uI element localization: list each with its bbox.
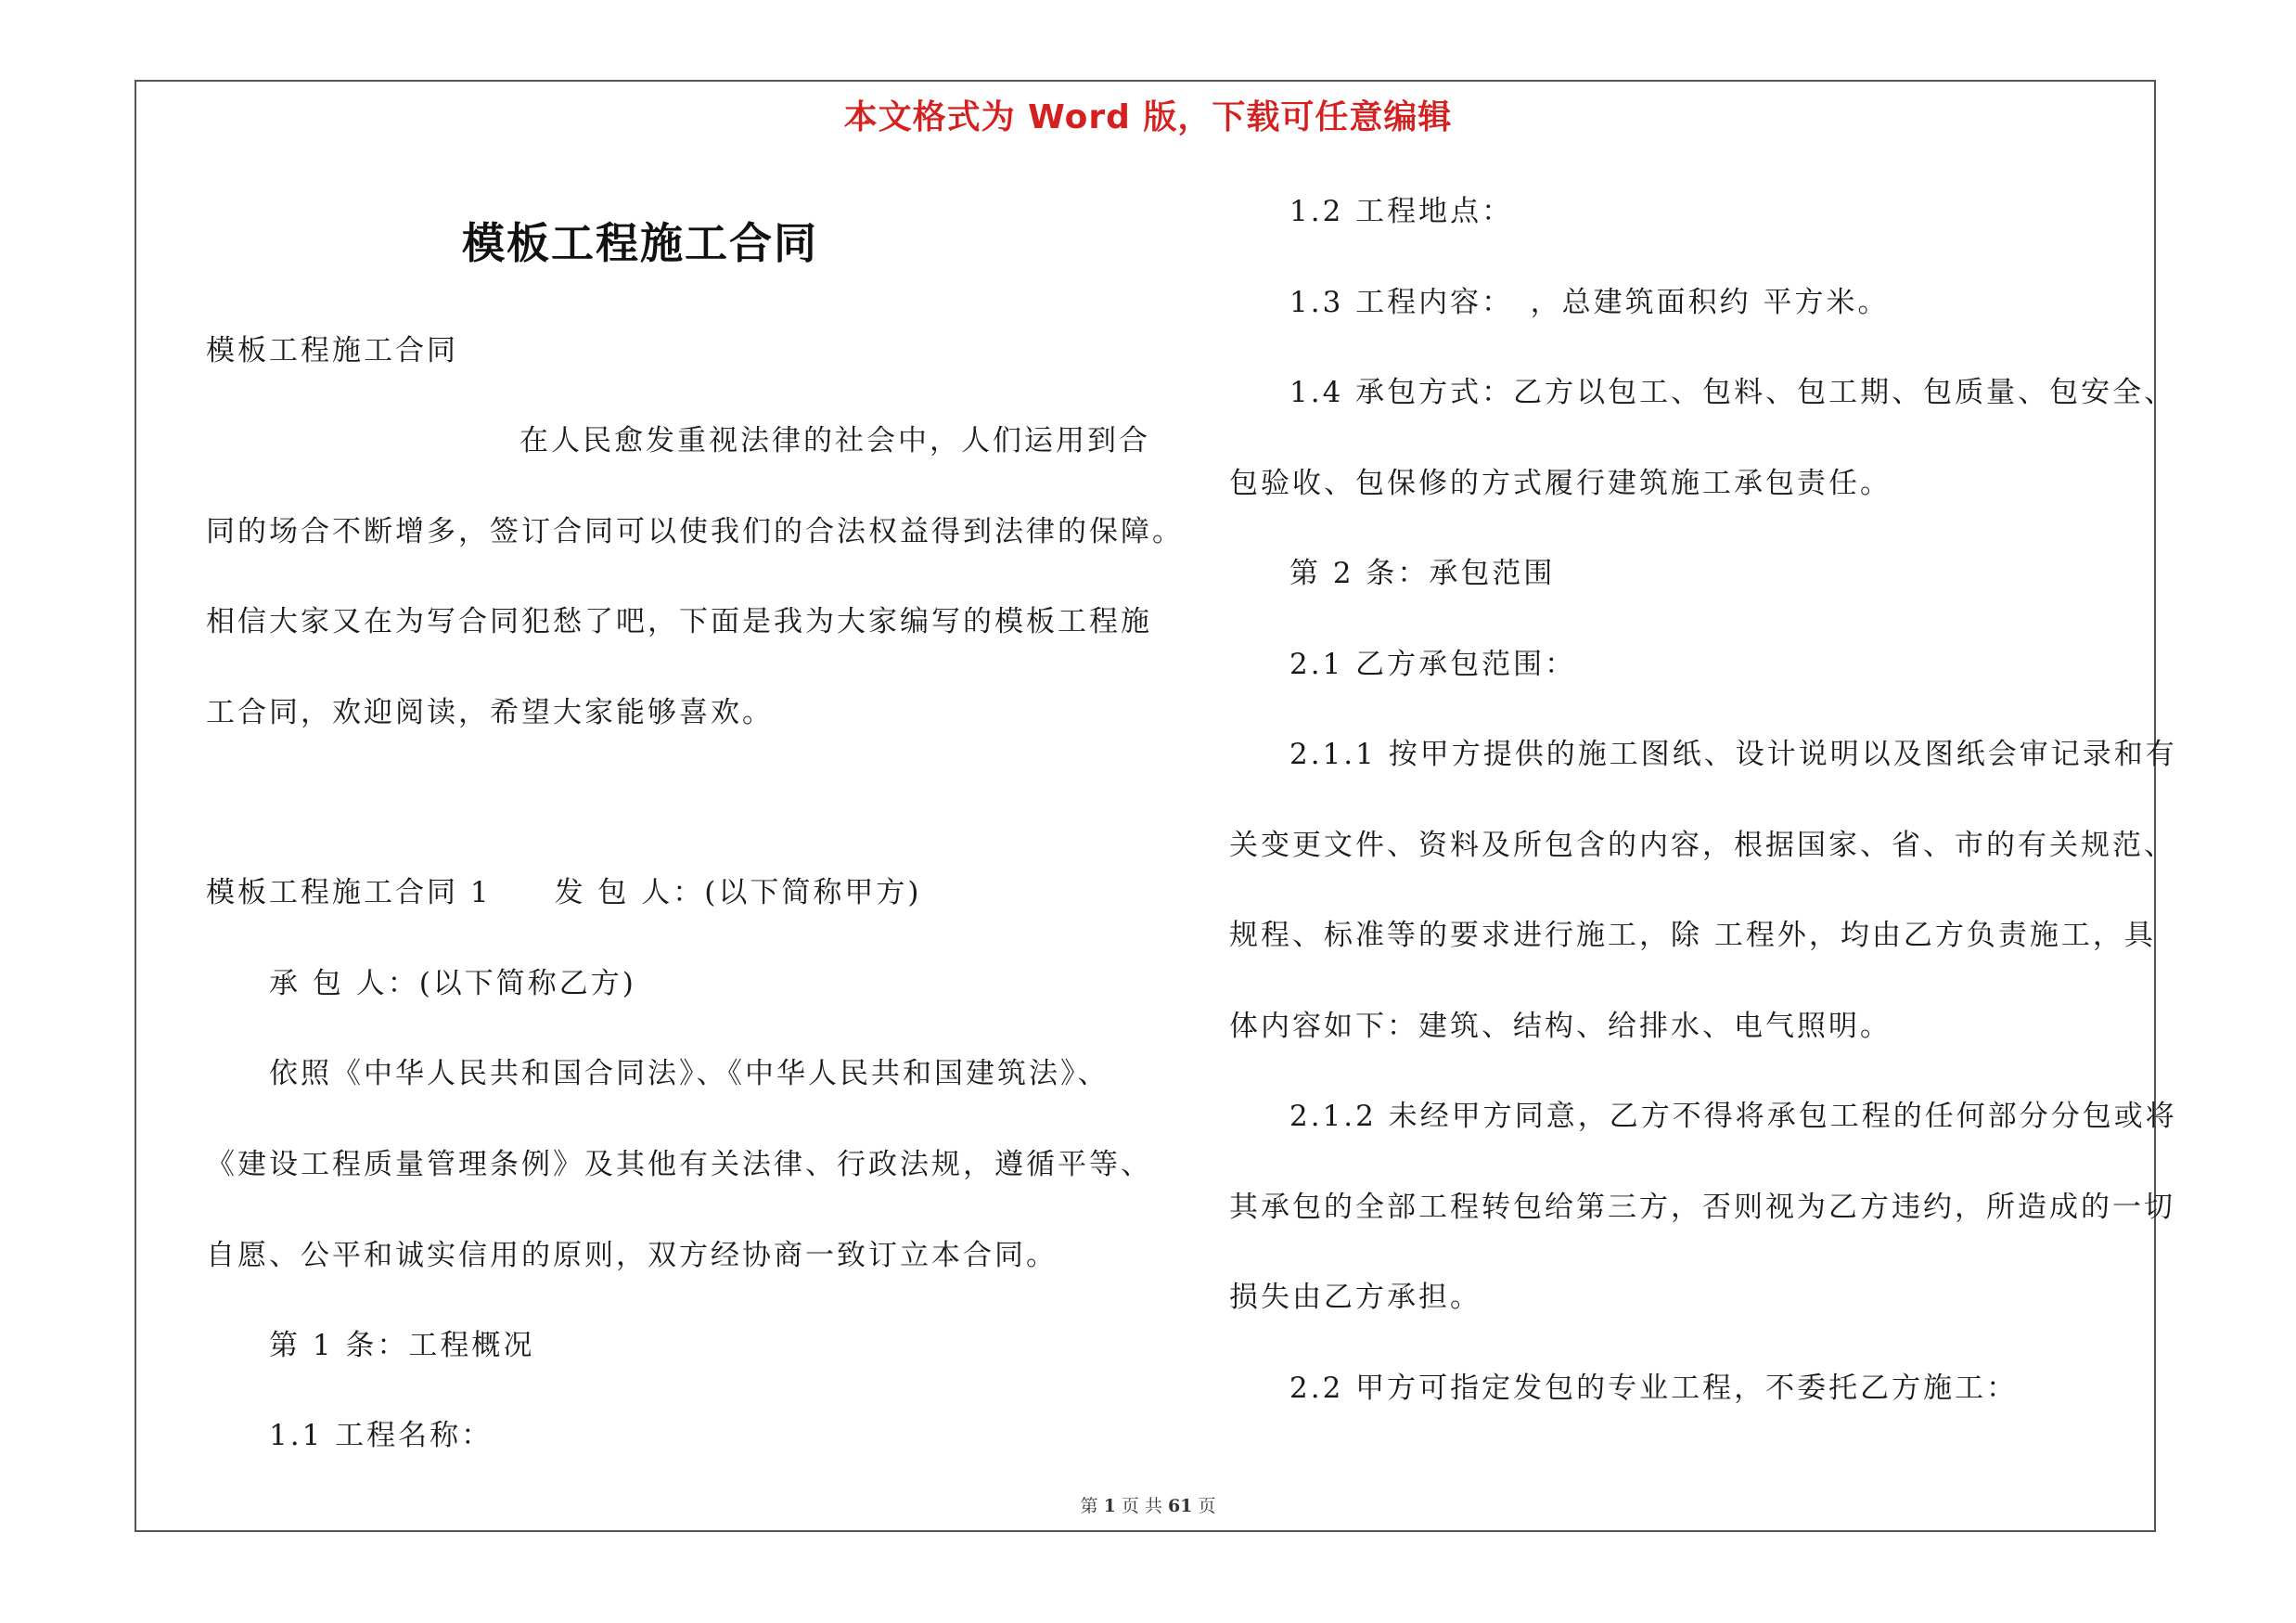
right-line-10: 体内容如下：建筑、结构、给排水、电气照明。: [1229, 1010, 1892, 1043]
right-line-13: 损失由乙方承担。: [1229, 1281, 1481, 1314]
right-line-11: 2.1.2 未经甲方同意，乙方不得将承包工程的任何部分分包或将: [1289, 1100, 2177, 1133]
right-line-14: 2.2 甲方可指定发包的专业工程，不委托乙方施工：: [1289, 1372, 2019, 1405]
right-line-12: 其承包的全部工程转包给第三方，否则视为乙方违约，所造成的一切: [1229, 1191, 2175, 1224]
right-line-3: 1.4 承包方式：乙方以包工、包料、包工期、包质量、包安全、: [1289, 376, 2176, 409]
left-line-7: 承 包 人：(以下简称乙方): [269, 967, 636, 1000]
left-line-1: 模板工程施工合同: [206, 334, 458, 367]
right-line-2: 1.3 工程内容： ，总建筑面积约 平方米。: [1289, 286, 1890, 319]
left-line-8: 依照《中华人民共和国合同法》、《中华人民共和国建筑法》、: [269, 1057, 1110, 1090]
right-line-7: 2.1.1 按甲方提供的施工图纸、设计说明以及图纸会审记录和有: [1289, 738, 2177, 771]
right-line-1: 1.2 工程地点：: [1289, 195, 1514, 228]
document-title: 模板工程施工合同: [462, 218, 818, 268]
total-pages-number: 61: [1167, 1496, 1193, 1516]
left-line-9: 《建设工程质量管理条例》及其他有关法律、行政法规，遵循平等、: [206, 1148, 1152, 1181]
right-line-8: 关变更文件、资料及所包含的内容，根据国家、省、市的有关规范、: [1229, 829, 2175, 862]
left-line-5: 工合同，欢迎阅读，希望大家能够喜欢。: [206, 696, 774, 729]
left-line-3: 同的场合不断增多，签订合同可以使我们的合法权益得到法律的保障。: [206, 515, 1184, 548]
left-line-12: 1.1 工程名称：: [269, 1419, 494, 1452]
right-line-4: 包验收、包保修的方式履行建筑施工承包责任。: [1229, 467, 1892, 500]
page-indicator-prefix: 第: [1080, 1496, 1098, 1516]
left-line-2: 在人民愈发重视法律的社会中，人们运用到合: [519, 424, 1150, 457]
right-line-6: 2.1 乙方承包范围：: [1289, 648, 1577, 681]
word-format-banner: 本文格式为 Word 版，下载可任意编辑: [843, 98, 1453, 136]
left-line-11: 第 1 条：工程概况: [269, 1329, 535, 1362]
right-line-5: 第 2 条：承包范围: [1289, 557, 1556, 590]
current-page-number: 1: [1103, 1496, 1116, 1516]
page-indicator-suffix: 页: [1198, 1496, 1216, 1516]
left-line-6: 模板工程施工合同 1 发 包 人：(以下简称甲方): [206, 876, 922, 909]
page-indicator: [0, 1492, 2296, 1517]
right-line-9: 规程、标准等的要求进行施工，除 工程外，均由乙方负责施工，具: [1229, 919, 2156, 952]
left-line-4: 相信大家又在为写合同犯愁了吧，下面是我为大家编写的模板工程施: [206, 605, 1152, 638]
left-line-10: 自愿、公平和诚实信用的原则，双方经协商一致订立本合同。: [206, 1239, 1058, 1272]
page-indicator-middle: 页 共: [1121, 1496, 1162, 1516]
